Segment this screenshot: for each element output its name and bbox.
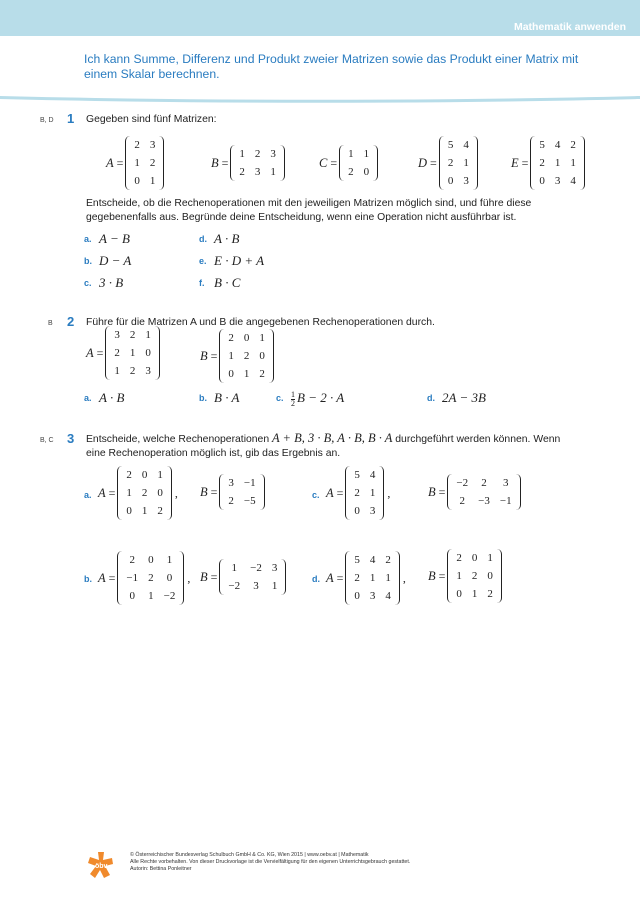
matrix-row	[451, 567, 498, 585]
matrix-entry: 0	[243, 332, 250, 344]
matrix-entry: 1	[114, 365, 120, 377]
equals-sign: =	[438, 484, 446, 499]
task2-intro: Führe für die Matrizen A und B die angegebenen Rechenoperationen durch.	[86, 317, 435, 328]
matrix-brackets	[447, 474, 520, 510]
task2-item-label: a.	[84, 393, 92, 403]
matrix-brackets	[339, 145, 378, 181]
task1-number: 1	[67, 111, 75, 126]
equals-sign: =	[438, 568, 446, 583]
matrix-row	[534, 154, 581, 172]
task3-part-label: c.	[312, 490, 320, 500]
matrix-name: B	[200, 484, 208, 499]
matrix-row	[349, 587, 396, 605]
matrix-name: A	[106, 155, 114, 170]
matrix-entry: 1	[270, 166, 276, 178]
matrix-entry: 2	[354, 572, 360, 584]
matrix-entry: 3	[270, 148, 276, 160]
matrix-row	[223, 492, 260, 510]
matrix-row	[223, 365, 270, 383]
task2-item-expr	[291, 390, 344, 408]
task1-intro: Gegeben sind fünf Matrizen:	[86, 114, 217, 125]
fraction	[291, 391, 295, 408]
matrix-entry: 2	[481, 477, 487, 489]
expression: 2A − 3B	[442, 390, 486, 405]
matrix-row	[223, 577, 282, 595]
matrix-entry: 0	[363, 166, 370, 178]
matrix-entry: 0	[471, 552, 478, 564]
matrix-row	[451, 585, 498, 603]
matrix-row	[234, 145, 281, 163]
comma: ,	[387, 485, 391, 500]
matrix-entry: 1	[134, 157, 140, 169]
matrix-b	[428, 549, 502, 603]
task1-tag: B, D	[40, 117, 54, 124]
comma: ,	[402, 570, 406, 585]
matrix-entry: 1	[369, 487, 376, 499]
matrix-entry: 1	[363, 148, 370, 160]
matrix-row	[349, 466, 380, 484]
footer-line1: © Österreichischer Bundesverlag Schulbuch GmbH & Co. KG, Wien 2015 | www.oebv.at | Mathematik	[130, 852, 369, 858]
matrix-entry: 3	[463, 175, 469, 187]
matrix-brackets	[447, 549, 502, 603]
matrix-entry: 3	[253, 580, 259, 592]
task2-tag: B	[48, 320, 53, 327]
matrix-row	[121, 484, 168, 502]
comma: ,	[174, 485, 178, 500]
matrix-entry: 0	[539, 175, 545, 187]
matrix-row	[121, 551, 180, 569]
matrix-entry: 1	[239, 148, 245, 160]
matrix-entry: 3	[149, 139, 156, 151]
matrix-entry: 1	[166, 554, 173, 566]
task1-item-expr: 3 · B	[99, 275, 124, 290]
matrix-entry: 2	[254, 148, 261, 160]
matrix-entry: 0	[141, 469, 148, 481]
expression: B − 2 · A	[297, 390, 345, 405]
matrix-entry: −1	[499, 495, 512, 507]
matrix-entry: 0	[157, 487, 163, 499]
matrix-entry: 0	[447, 175, 454, 187]
matrix-entry: 4	[570, 175, 576, 187]
matrix-entry: −1	[126, 572, 139, 584]
task1-text: Entscheide, ob die Rechenoperationen mit den jeweiligen Matrizen möglich sind, und führe diese gegebenenfalls aus. Begründe deine Entscheidung, wenn eine Operation nicht ausführbar ist.	[86, 198, 532, 223]
matrix-row	[234, 163, 281, 181]
matrix-table	[443, 136, 474, 190]
matrix-brackets	[219, 474, 264, 510]
comma: ,	[187, 570, 191, 585]
matrix-entry: 1	[149, 175, 156, 187]
matrix-name: D	[418, 155, 428, 170]
matrix-entry: 4	[369, 469, 376, 481]
matrix-entry: 1	[126, 487, 132, 499]
matrix-entry: 1	[228, 350, 234, 362]
matrix-entry: 2	[114, 347, 120, 359]
matrix-row	[223, 347, 270, 365]
matrix-row	[109, 344, 156, 362]
matrix-entry: 1	[385, 572, 391, 584]
task1-item-label: e.	[199, 256, 207, 266]
matrix-entry: 1	[471, 588, 478, 600]
matrix-a	[326, 551, 406, 605]
task1-item-expr: A − B	[99, 231, 130, 246]
matrix-table	[349, 466, 380, 520]
matrix-name: B	[428, 568, 436, 583]
matrix-entry: 3	[502, 477, 509, 489]
matrix-entry: 1	[369, 572, 376, 584]
matrix-entry: 1	[463, 157, 469, 169]
matrix-entry: 2	[129, 365, 136, 377]
matrix-row	[343, 145, 374, 163]
matrix-name: B	[200, 348, 208, 363]
matrix-d	[418, 136, 478, 190]
matrix-name: A	[86, 345, 94, 360]
matrix-row	[109, 326, 156, 344]
matrix-brackets	[345, 466, 384, 520]
matrix-entry: 2	[126, 469, 132, 481]
matrix-table	[343, 145, 374, 181]
matrix-row	[443, 172, 474, 190]
task2-item-label: b.	[199, 393, 207, 403]
matrix-table	[223, 474, 260, 510]
matrix-entry: 3	[271, 562, 278, 574]
matrix-b	[211, 145, 285, 181]
matrix-entry: 4	[385, 590, 391, 602]
matrix-entry: −2	[163, 590, 176, 602]
matrix-brackets	[219, 559, 286, 595]
matrix-row	[443, 154, 474, 172]
matrix-entry: 0	[228, 368, 234, 380]
matrix-entry: 1	[487, 552, 493, 564]
matrix-entry: 1	[243, 368, 250, 380]
matrix-entry: 0	[354, 505, 360, 517]
equals-sign: =	[96, 345, 104, 360]
matrix-row	[223, 474, 260, 492]
task1-item-label: c.	[84, 278, 92, 288]
matrix-brackets	[105, 326, 160, 380]
expression: B · A	[214, 390, 240, 405]
matrix-entry: 2	[385, 554, 391, 566]
matrix-row	[349, 569, 396, 587]
matrix-row	[451, 474, 516, 492]
learning-goal: Ich kann Summe, Differenz und Produkt zweier Matrizen sowie das Produkt einer Matrix mit einem Skalar berechnen.	[84, 52, 579, 81]
matrix-entry: 2	[570, 139, 576, 151]
matrix-row	[349, 551, 396, 569]
matrix-brackets	[230, 145, 285, 181]
equals-sign: =	[210, 569, 218, 584]
matrix-entry: 2	[129, 329, 136, 341]
footer-line2: Alle Rechte vorbehalten. Von dieser Druckvorlage ist die Vervielfältigung für den eigenen Unterrichtsgebrauch gestattet.	[130, 859, 411, 866]
matrix-brackets	[345, 551, 400, 605]
matrix-entry: 2	[148, 572, 154, 584]
matrix-a	[98, 466, 178, 520]
matrix-entry: 1	[271, 580, 278, 592]
matrix-entry: 0	[456, 588, 462, 600]
matrix-entry: 1	[259, 332, 265, 344]
matrix-entry: −1	[243, 477, 256, 489]
fraction-numerator: 1	[291, 389, 295, 399]
matrix-entry: 5	[354, 554, 360, 566]
task3-intro-before: Entscheide, welche Rechenoperationen	[86, 434, 270, 445]
task3-number: 3	[67, 431, 75, 446]
matrix-row	[121, 502, 168, 520]
matrix-row	[121, 569, 180, 587]
matrix-entry: 0	[354, 590, 360, 602]
matrix-entry: 2	[447, 157, 454, 169]
matrix-brackets	[125, 136, 164, 190]
matrix-row	[129, 154, 160, 172]
matrix-entry: 2	[456, 552, 462, 564]
equals-sign: =	[430, 155, 437, 170]
matrix-table	[451, 474, 516, 510]
matrix-table	[451, 549, 498, 603]
matrix-entry: 2	[539, 157, 545, 169]
equals-sign: =	[221, 155, 229, 170]
section-title: Mathematik anwenden	[513, 21, 626, 33]
matrix-entry: 1	[129, 347, 136, 359]
matrix-row	[349, 484, 380, 502]
matrix-entry: 2	[239, 166, 245, 178]
matrix-a	[86, 326, 160, 380]
matrix-entry: 5	[354, 469, 360, 481]
equals-sign: =	[116, 155, 124, 170]
matrix-entry: 1	[145, 329, 151, 341]
matrix-entry: 1	[348, 148, 354, 160]
matrix-entry: 2	[149, 157, 156, 169]
matrix-entry: 1	[141, 505, 148, 517]
matrix-table	[349, 551, 396, 605]
equals-sign: =	[336, 570, 344, 585]
task1-item-label: a.	[84, 234, 92, 244]
footer-line3: Autorin: Bettina Ponleitner	[130, 866, 192, 873]
matrix-name: A	[326, 485, 334, 500]
matrix-entry: 2	[243, 350, 250, 362]
matrix-entry: −3	[478, 495, 490, 507]
task2-item-expr	[214, 390, 239, 406]
matrix-entry: 1	[231, 562, 238, 574]
matrix-entry: 0	[487, 570, 493, 582]
matrix-entry: 2	[228, 495, 234, 507]
publisher-logo-text: öbv	[95, 863, 108, 870]
matrix-brackets	[117, 551, 184, 605]
matrix-row	[534, 172, 581, 190]
matrix-entry: 0	[259, 350, 265, 362]
task3-intro	[86, 431, 566, 461]
matrix-entry: 2	[129, 554, 136, 566]
equals-sign: =	[108, 570, 116, 585]
matrix-name: C	[319, 155, 328, 170]
equals-sign: =	[330, 155, 338, 170]
matrix-name: A	[98, 485, 106, 500]
matrix-table	[534, 136, 581, 190]
matrix-entry: 1	[157, 469, 163, 481]
matrix-name: B	[200, 569, 208, 584]
matrix-entry: 0	[129, 590, 136, 602]
matrix-table	[223, 329, 270, 383]
matrix-entry: 3	[228, 477, 234, 489]
matrix-table	[223, 559, 282, 595]
matrix-entry: 0	[145, 347, 151, 359]
matrix-entry: 3	[254, 166, 261, 178]
task3-ops: A + B, 3 · B, A · B, B · A	[272, 431, 393, 445]
matrix-brackets	[530, 136, 585, 190]
task2-item-expr	[99, 390, 124, 406]
matrix-entry: 1	[456, 570, 462, 582]
task3-tag: B, C	[40, 437, 54, 444]
matrix-brackets	[439, 136, 478, 190]
matrix-a	[98, 551, 190, 605]
matrix-table	[234, 145, 281, 181]
matrix-a	[326, 466, 390, 520]
equals-sign: =	[108, 485, 116, 500]
matrix-entry: 4	[369, 554, 376, 566]
matrix-entry: 2	[259, 368, 265, 380]
matrix-c	[319, 145, 378, 181]
matrix-entry: 2	[228, 332, 234, 344]
matrix-entry: 5	[447, 139, 454, 151]
matrix-row	[451, 549, 498, 567]
matrix-entry: −5	[243, 495, 256, 507]
task2-item-label: c.	[276, 393, 284, 403]
matrix-row	[443, 136, 474, 154]
equals-sign: =	[210, 348, 218, 363]
matrix-entry: 0	[148, 554, 154, 566]
matrix-entry: 3	[369, 590, 376, 602]
matrix-a	[106, 136, 164, 190]
matrix-entry: 2	[487, 588, 493, 600]
matrix-entry: 2	[348, 166, 354, 178]
task1-item-expr: B · C	[214, 275, 241, 290]
matrix-entry: −2	[250, 562, 262, 574]
matrix-brackets	[219, 329, 274, 383]
task3-part-label: a.	[84, 490, 92, 500]
task1-item-label: b.	[84, 256, 92, 266]
task3-intro-line2: eine Rechenoperation möglich ist, gib das Ergebnis an.	[86, 448, 341, 459]
matrix-row	[121, 466, 168, 484]
expression: A · B	[99, 390, 125, 405]
matrix-brackets	[117, 466, 172, 520]
matrix-row	[129, 136, 160, 154]
matrix-entry: 1	[570, 157, 576, 169]
matrix-row	[451, 492, 516, 510]
matrix-table	[109, 326, 156, 380]
matrix-entry: 5	[539, 139, 545, 151]
task2-item-expr	[442, 390, 486, 406]
task1-item-label: d.	[199, 234, 207, 244]
task1-item-label: f.	[199, 278, 205, 288]
matrix-entry: 3	[554, 175, 561, 187]
matrix-row	[129, 172, 160, 190]
matrix-b	[200, 474, 265, 510]
matrix-entry: 2	[354, 487, 360, 499]
matrix-entry: −2	[456, 477, 469, 489]
goal-divider	[0, 94, 640, 104]
matrix-entry: 4	[463, 139, 469, 151]
matrix-name: E	[511, 155, 519, 170]
matrix-row	[109, 362, 156, 380]
task2-item-label: d.	[427, 393, 435, 403]
matrix-entry: 2	[471, 570, 478, 582]
matrix-table	[121, 466, 168, 520]
matrix-name: A	[326, 570, 334, 585]
matrix-entry: 2	[459, 495, 466, 507]
matrix-row	[349, 502, 380, 520]
fraction-denominator: 2	[291, 398, 295, 408]
matrix-e	[511, 136, 585, 190]
task3-part-label: d.	[312, 574, 320, 584]
matrix-row	[343, 163, 374, 181]
task3-part-label: b.	[84, 574, 92, 584]
matrix-entry: 1	[554, 157, 561, 169]
publisher-logo-icon	[86, 850, 116, 880]
equals-sign: =	[521, 155, 529, 170]
task1-item-expr: A · B	[214, 231, 240, 246]
matrix-entry: 4	[554, 139, 561, 151]
matrix-row	[534, 136, 581, 154]
task1-item-expr: D − A	[99, 253, 132, 268]
matrix-name: B	[428, 484, 436, 499]
matrix-entry: −2	[228, 580, 241, 592]
task2-number: 2	[67, 314, 75, 329]
matrix-name: B	[211, 155, 219, 170]
matrix-entry: 0	[134, 175, 140, 187]
task1-item-expr: E · D + A	[214, 253, 265, 268]
matrix-entry: 1	[148, 590, 154, 602]
matrix-entry: 3	[145, 365, 151, 377]
matrix-entry: 3	[114, 329, 120, 341]
matrix-entry: 3	[369, 505, 376, 517]
task3-intro-after: durchgeführt werden können. Wenn	[395, 434, 561, 445]
equals-sign: =	[210, 484, 218, 499]
footer	[130, 852, 410, 874]
matrix-entry: 2	[157, 505, 163, 517]
matrix-b	[200, 329, 274, 383]
equals-sign: =	[336, 485, 344, 500]
matrix-b	[200, 559, 286, 595]
matrix-entry: 2	[134, 139, 140, 151]
matrix-entry: 0	[126, 505, 132, 517]
matrix-row	[121, 587, 180, 605]
matrix-entry: 0	[166, 572, 173, 584]
matrix-row	[223, 559, 282, 577]
matrix-table	[121, 551, 180, 605]
matrix-entry: 2	[141, 487, 148, 499]
matrix-row	[223, 329, 270, 347]
matrix-b	[428, 474, 521, 510]
matrix-table	[129, 136, 160, 190]
matrix-name: A	[98, 570, 106, 585]
